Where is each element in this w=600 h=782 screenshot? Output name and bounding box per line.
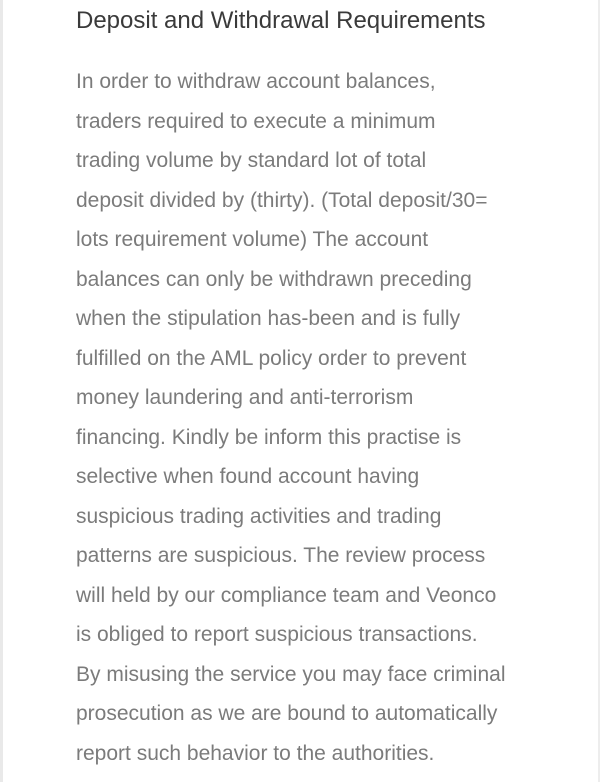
section-title: Deposit and Withdrawal Requirements xyxy=(76,7,486,34)
body-line: when the stipulation has-been and is fully xyxy=(76,307,461,330)
body-line: money laundering and anti-terrorism xyxy=(76,386,414,409)
body-line: suspicious trading activities and trading xyxy=(76,504,442,528)
body-line: patterns are suspicious. The review process xyxy=(76,544,486,567)
body-line: In order to withdraw account balances, xyxy=(76,70,436,93)
requirements-section xyxy=(76,0,596,773)
left-border xyxy=(0,0,3,782)
section-body xyxy=(76,62,596,773)
body-line: By misusing the service you may face criminal xyxy=(76,662,506,686)
body-line: prosecution as we are bound to automatically xyxy=(76,702,498,725)
body-line: traders required to execute a minimum xyxy=(76,109,436,133)
body-line: report such behavior to the authorities. xyxy=(76,741,435,765)
body-line: lots requirement volume) The account xyxy=(76,228,429,251)
body-line: financing. Kindly be inform this practise is xyxy=(76,425,462,449)
body-line: is obliged to report suspicious transactions. xyxy=(76,623,478,646)
body-line: fulfilled on the AML policy order to prevent xyxy=(76,346,467,370)
body-line: balances can only be withdrawn preceding xyxy=(76,267,472,291)
body-line: trading volume by standard lot of total xyxy=(76,149,427,172)
body-line: deposit divided by (thirty). (Total deposit/30= xyxy=(76,188,488,212)
body-line: will held by our compliance team and Veonco xyxy=(76,583,497,607)
body-line: selective when found account having xyxy=(76,465,420,488)
